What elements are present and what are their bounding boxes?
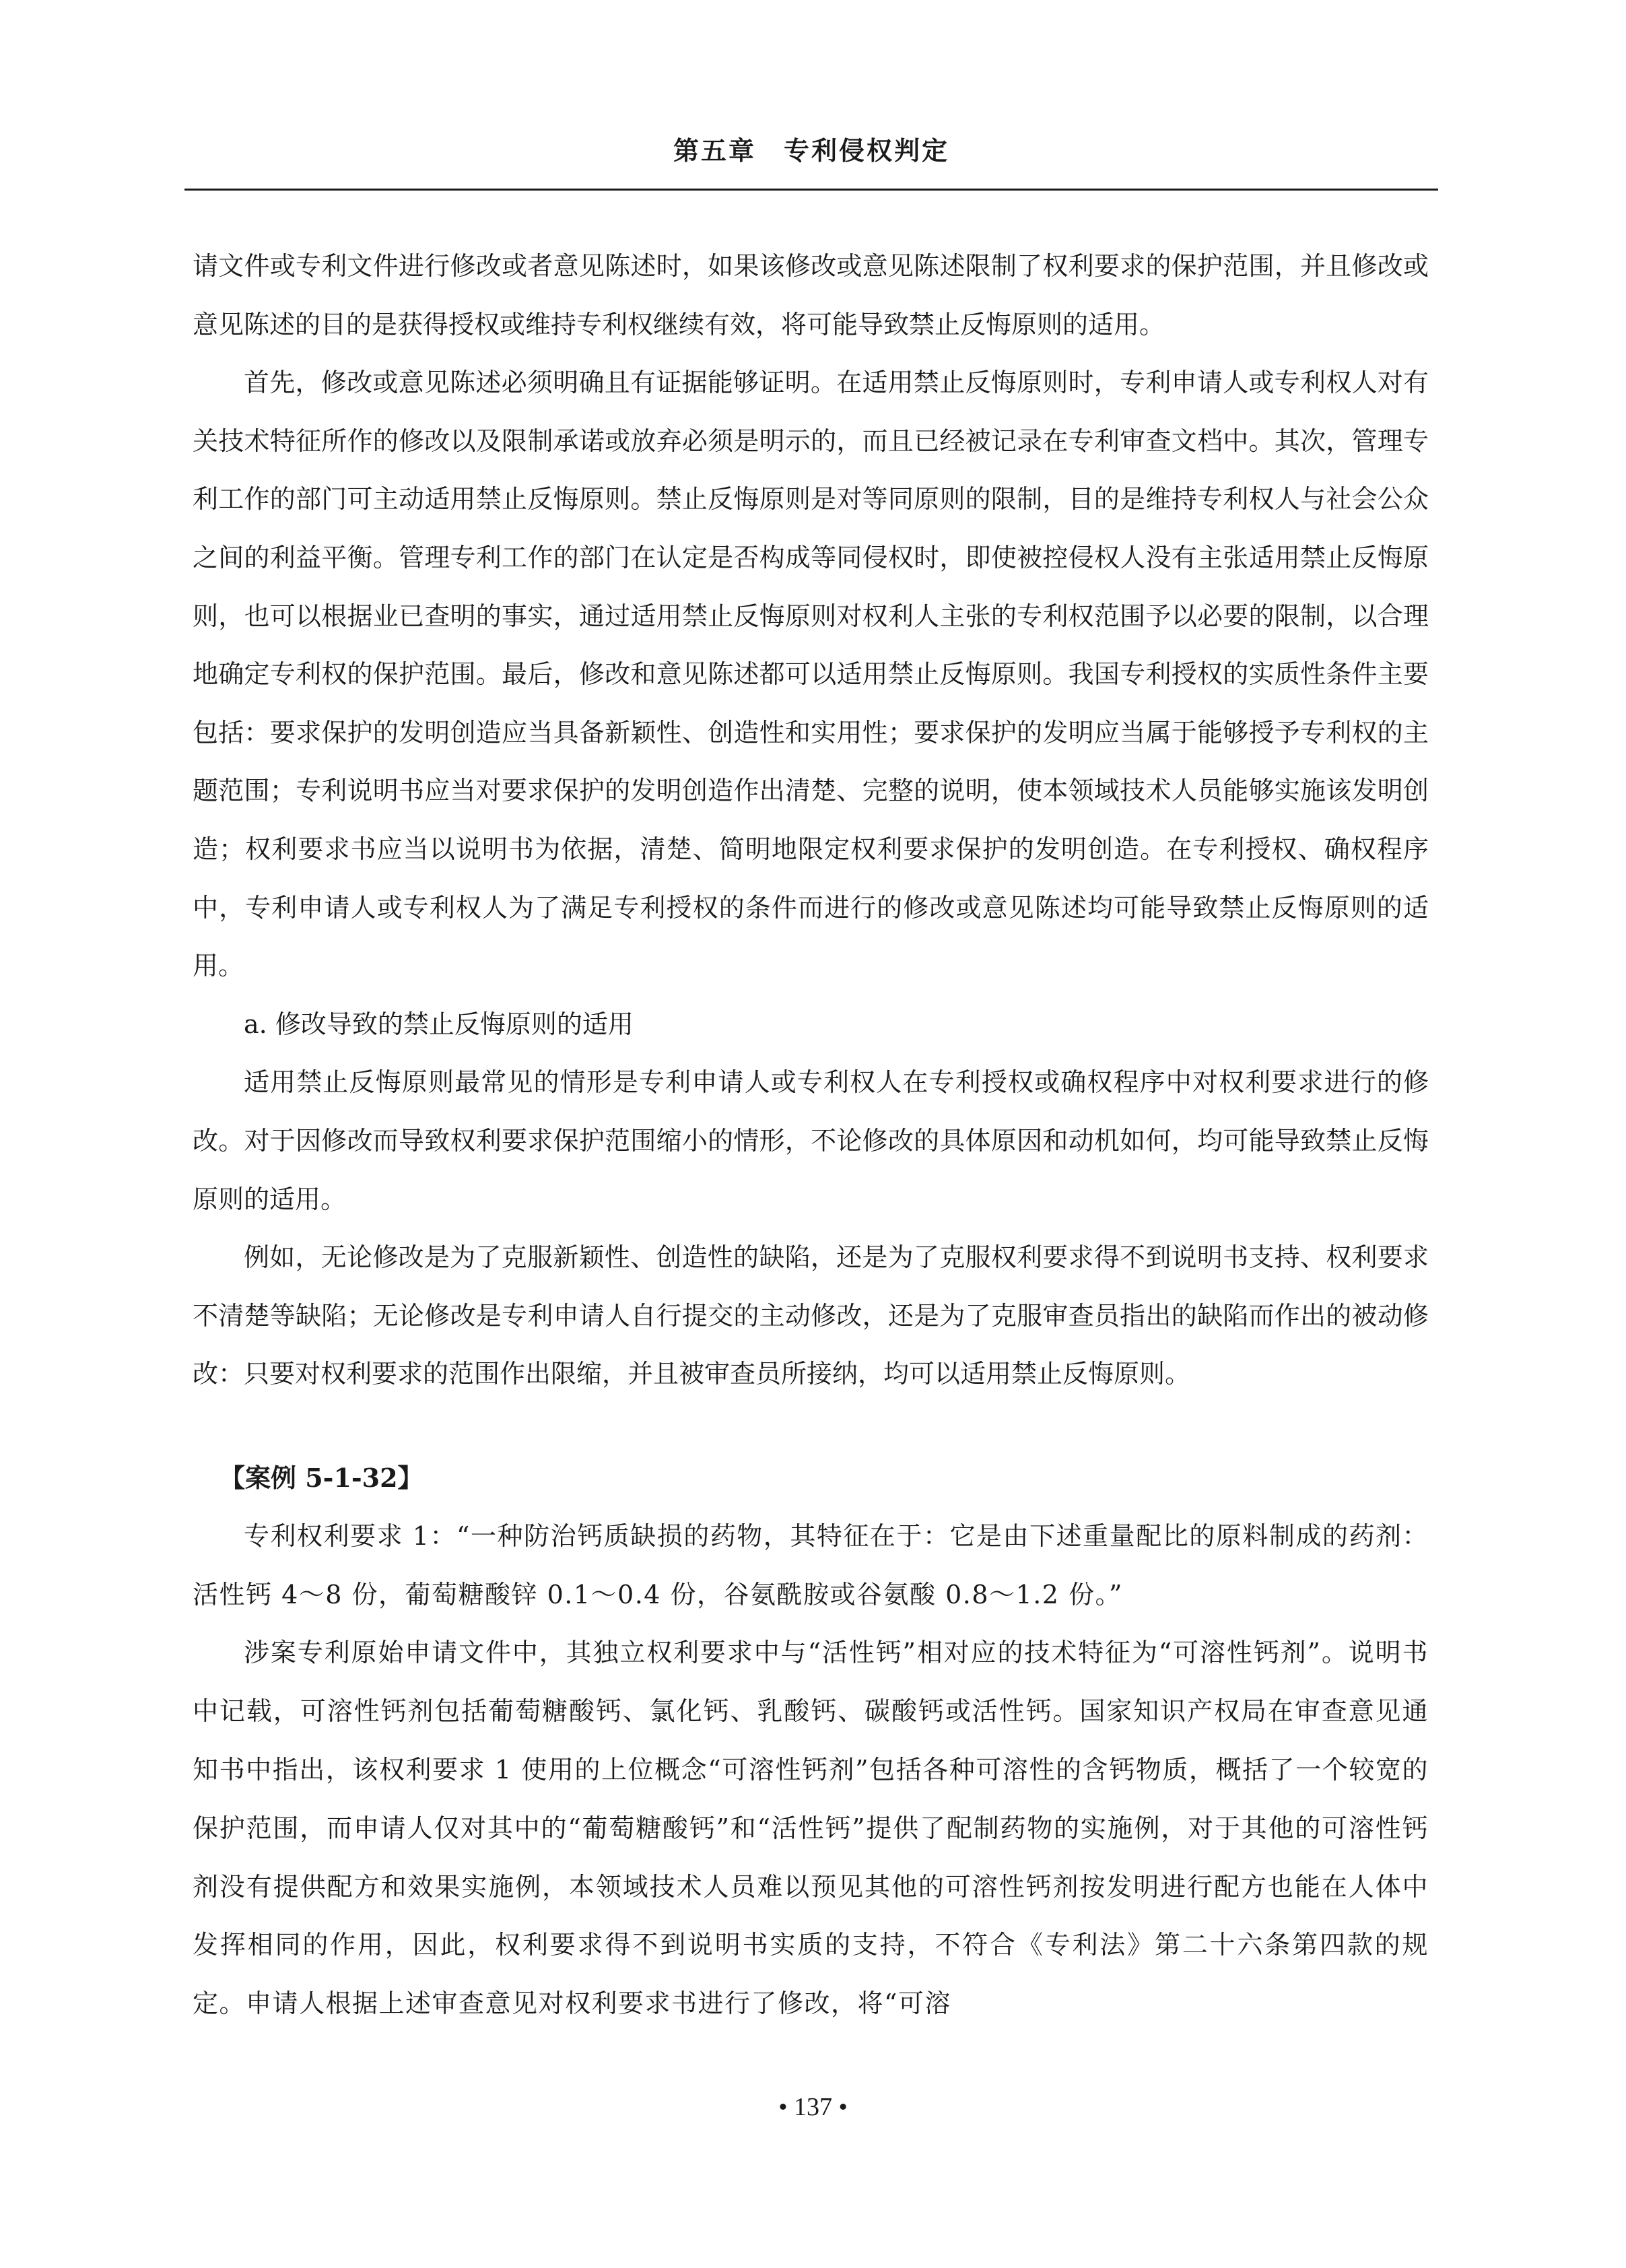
- body-paragraph-continued: 请文件或专利文件进行修改或者意见陈述时，如果该修改或意见陈述限制了权利要求的保护范围，并且修改或意见陈述的目的是获得授权或维持专利权继续有效，将可能导致禁止反悔原则的适用。: [193, 251, 1429, 339]
- section-subheading: a. 修改导致的禁止反悔原则的适用: [244, 1009, 634, 1039]
- header-rule: [184, 189, 1438, 191]
- case-paragraph: 涉案专利原始申请文件中，其独立权利要求中与“活性钙”相对应的技术特征为“可溶性钙剂”。说明书中记载，可溶性钙剂包括葡萄糖酸钙、氯化钙、乳酸钙、碳酸钙或活性钙。国家知识产权局在审查意见通知书中指出，该权利要求 1 使用的上位概念“可溶性钙剂”包括各种可溶性的含钙物质，概括了一个较宽的保护范围，而申请人仅对其中的“葡萄糖酸钙”和“活性钙”提供了配制药物的实施例，对于其他的可溶性钙剂没有提供配方和效果实施例，本领域技术人员难以预见其他的可溶性钙剂按发明进行配方也能在人体中发挥相同的作用，因此，权利要求得不到说明书实质的支持，不符合《专利法》第二十六条第四款的规定。申请人根据上述审查意见对权利要求书进行了修改，将“可溶: [193, 1638, 1429, 2019]
- case-paragraph: 专利权利要求 1：“一种防治钙质缺损的药物，其特征在于：它是由下述重量配比的原料制成的药剂：活性钙 4～8 份，葡萄糖酸锌 0.1～0.4 份，谷氨酰胺或谷氨酸 0.8～1.2 份。”: [193, 1521, 1429, 1609]
- page-body: [193, 237, 1429, 2033]
- body-paragraph: 适用禁止反悔原则最常见的情形是专利申请人或专利权人在专利授权或确权程序中对权利要求进行的修改。对于因修改而导致权利要求保护范围缩小的情形，不论修改的具体原因和动机如何，均可能导致禁止反悔原则的适用。: [193, 1067, 1429, 1214]
- case-title: 【案例 5-1-32】: [219, 1462, 424, 1493]
- page-number: • 137 •: [778, 2093, 848, 2121]
- body-paragraph: 首先，修改或意见陈述必须明确且有证据能够证明。在适用禁止反悔原则时，专利申请人或专利权人对有关技术特征所作的修改以及限制承诺或放弃必须是明示的，而且已经被记录在专利审查文档中。其次，管理专利工作的部门可主动适用禁止反悔原则。禁止反悔原则是对等同原则的限制，目的是维持专利权人与社会公众之间的利益平衡。管理专利工作的部门在认定是否构成等同侵权时，即使被控侵权人没有主张适用禁止反悔原则，也可以根据业已查明的事实，通过适用禁止反悔原则对权利人主张的专利权范围予以必要的限制，以合理地确定专利权的保护范围。最后，修改和意见陈述都可以适用禁止反悔原则。我国专利授权的实质性条件主要包括：要求保护的发明创造应当具备新颖性、创造性和实用性；要求保护的发明应当属于能够授予专利权的主题范围；专利说明书应当对要求保护的发明创造作出清楚、完整的说明，使本领域技术人员能够实施该发明创造；权利要求书应当以说明书为依据，清楚、简明地限定权利要求保护的发明创造。在专利授权、确权程序中，专利申请人或专利权人为了满足专利授权的条件而进行的修改或意见陈述均可能导致禁止反悔原则的适用。: [193, 368, 1429, 981]
- body-paragraph: 例如，无论修改是为了克服新颖性、创造性的缺陷，还是为了克服权利要求得不到说明书支持、权利要求不清楚等缺陷；无论修改是专利申请人自行提交的主动修改，还是为了克服审查员指出的缺陷而作出的被动修改：只要对权利要求的范围作出限缩，并且被审查员所接纳，均可以适用禁止反悔原则。: [193, 1242, 1429, 1389]
- running-header: 第五章 专利侵权判定: [673, 135, 949, 166]
